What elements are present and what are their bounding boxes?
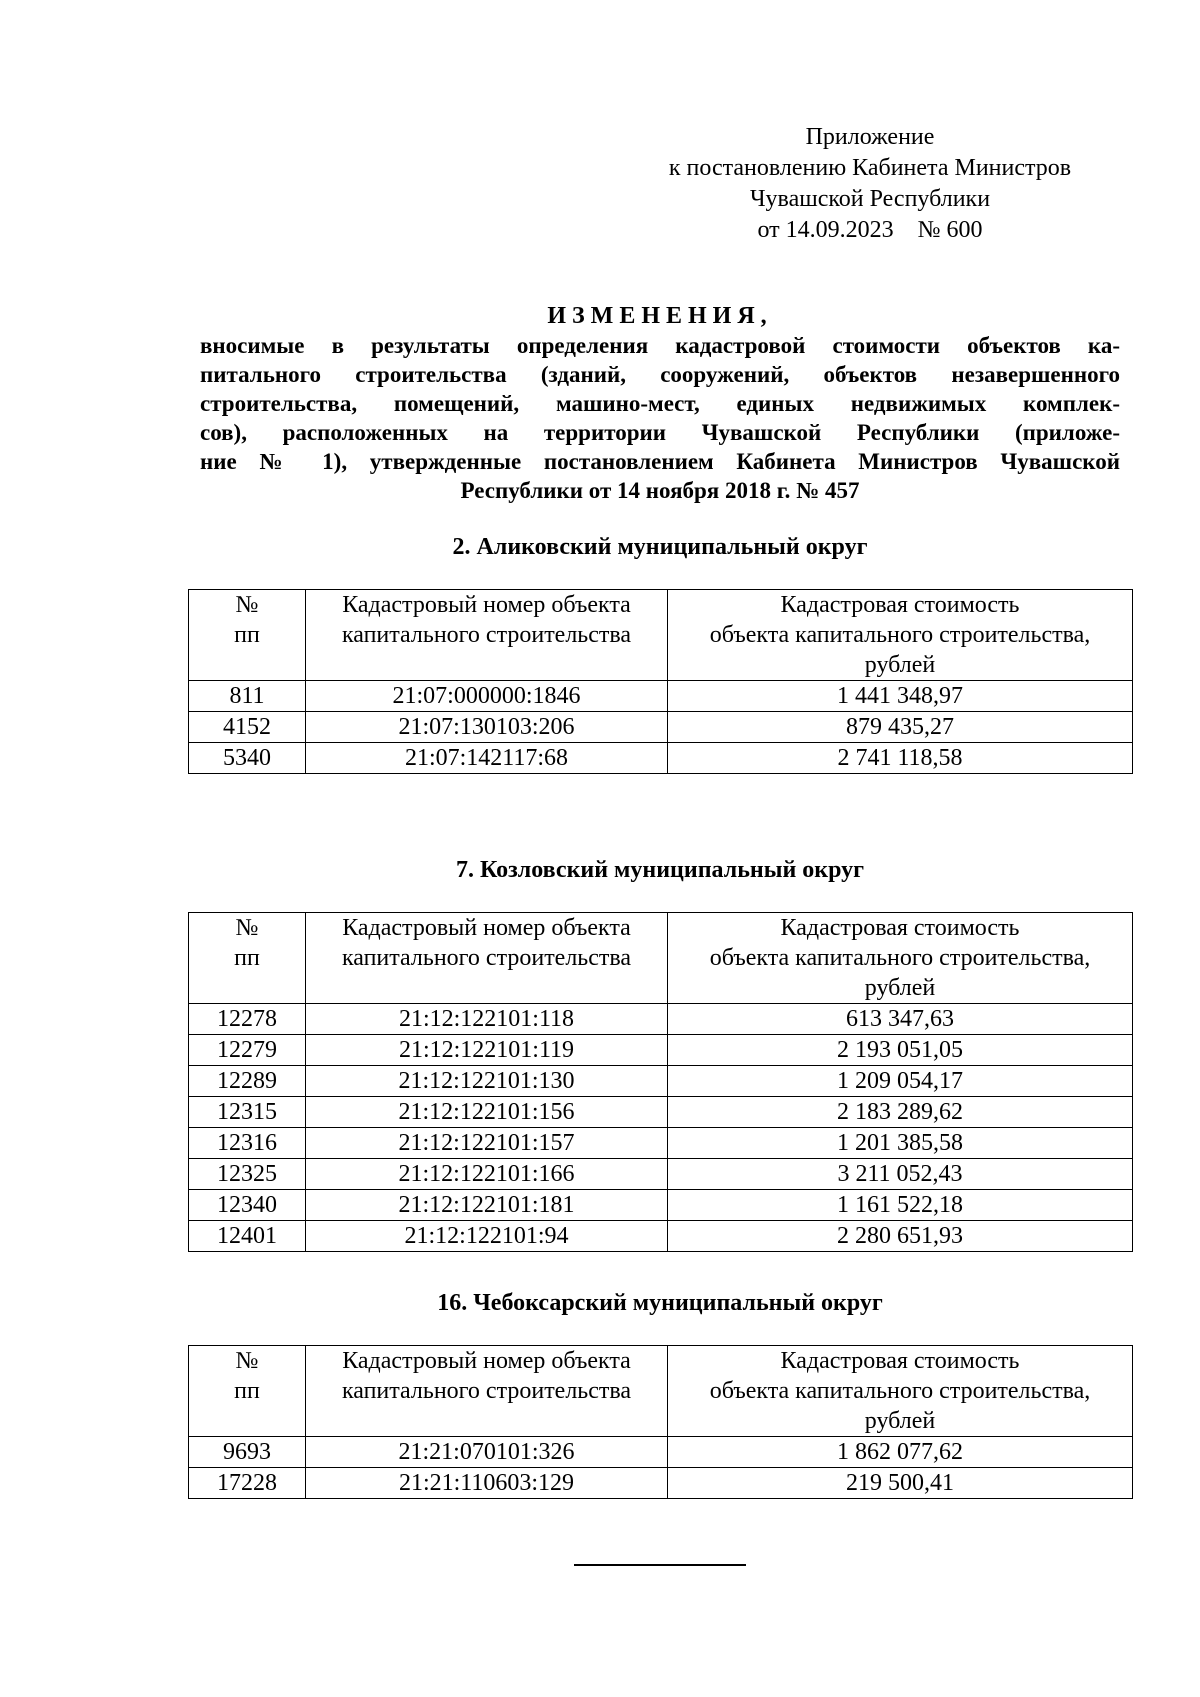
cell-value: 1 161 522,18 [668,1190,1133,1221]
table-header-row [189,590,1133,681]
table-row [189,712,1133,743]
cell-cadastral-number: 21:12:122101:94 [306,1221,668,1252]
table-row [189,1004,1133,1035]
subtitle-line: вносимые в результаты определения кадастровой стоимости объектов ка- [200,333,1120,358]
header-cadastral-value: Кадастровая стоимость объекта капитального строительства, рублей [668,1346,1133,1437]
appendix-date-number: от 14.09.2023 № 600 [757,217,983,243]
cell-cadastral-number: 21:21:070101:326 [306,1437,668,1468]
cell-cadastral-number: 21:12:122101:119 [306,1035,668,1066]
cell-cadastral-number: 21:12:122101:130 [306,1066,668,1097]
header-number: № пп [189,913,306,1004]
cell-value: 2 183 289,62 [668,1097,1133,1128]
table-row [189,1066,1133,1097]
cell-value: 219 500,41 [668,1468,1133,1499]
cell-value: 613 347,63 [668,1004,1133,1035]
appendix-resolution-ref: к постановлению Кабинета Министров [668,155,1072,181]
cell-number: 12340 [189,1190,306,1221]
header-cadastral-value: Кадастровая стоимость объекта капитального строительства, рублей [668,590,1133,681]
subtitle-line: ние № 1), утвержденные постановлением Кабинета Министров Чувашской [200,449,1120,474]
subtitle-line: питального строительства (зданий, сооружений, объектов незавершенного [200,362,1120,387]
table-row [189,1221,1133,1252]
cell-cadastral-number: 21:12:122101:156 [306,1097,668,1128]
cadastral-table [188,912,1133,1252]
cell-number: 17228 [189,1468,306,1499]
end-rule [574,1564,746,1566]
section-heading: 16. Чебоксарский муниципальный округ [437,1290,883,1316]
subtitle-line: Республики от 14 ноября 2018 г. № 457 [460,478,860,503]
cell-number: 12325 [189,1159,306,1190]
cell-number: 9693 [189,1437,306,1468]
header-cadastral-number: Кадастровый номер объекта капитального строительства [306,590,668,681]
cell-cadastral-number: 21:12:122101:181 [306,1190,668,1221]
table-row [189,1128,1133,1159]
appendix-block [620,122,1120,246]
header-cadastral-number: Кадастровый номер объекта капитального строительства [306,913,668,1004]
section-alikovsky [188,531,1132,774]
cell-value: 1 209 054,17 [668,1066,1133,1097]
cell-value: 3 211 052,43 [668,1159,1133,1190]
header-cadastral-value: Кадастровая стоимость объекта капитального строительства, рублей [668,913,1133,1004]
table-row [189,1190,1133,1221]
cell-cadastral-number: 21:12:122101:118 [306,1004,668,1035]
cell-cadastral-number: 21:21:110603:129 [306,1468,668,1499]
table-row [189,1159,1133,1190]
cell-cadastral-number: 21:07:000000:1846 [306,681,668,712]
section-cheboksarsky [188,1287,1132,1499]
cell-value: 2 280 651,93 [668,1221,1133,1252]
header-cadastral-number: Кадастровый номер объекта капитального строительства [306,1346,668,1437]
cell-cadastral-number: 21:07:130103:206 [306,712,668,743]
appendix-label: Приложение [805,124,935,150]
cell-value: 2 741 118,58 [668,743,1133,774]
header-number: № пп [189,590,306,681]
table-header-row [189,1346,1133,1437]
cell-number: 12279 [189,1035,306,1066]
cell-number: 4152 [189,712,306,743]
table-row [189,743,1133,774]
table-row [189,1437,1133,1468]
table-row [189,1468,1133,1499]
cell-number: 12278 [189,1004,306,1035]
cell-number: 5340 [189,743,306,774]
cadastral-table [188,1345,1133,1499]
cell-value: 2 193 051,05 [668,1035,1133,1066]
table-row [189,681,1133,712]
cell-value: 1 201 385,58 [668,1128,1133,1159]
table-row [189,1097,1133,1128]
cell-number: 12401 [189,1221,306,1252]
appendix-republic: Чувашской Республики [749,186,991,212]
subtitle-line: сов), расположенных на территории Чувашской Республики (приложе- [200,420,1120,445]
cell-cadastral-number: 21:12:122101:157 [306,1128,668,1159]
section-heading: 2. Аликовский муниципальный округ [452,534,868,560]
table-header-row [189,913,1133,1004]
cell-cadastral-number: 21:07:142117:68 [306,743,668,774]
subtitle-line: строительства, помещений, машино-мест, единых недвижимых комплек- [200,391,1120,416]
cell-number: 12315 [189,1097,306,1128]
document-subtitle [200,331,1120,505]
cell-value: 879 435,27 [668,712,1133,743]
cell-number: 12316 [189,1128,306,1159]
cell-number: 811 [189,681,306,712]
section-kozlovsky [188,854,1132,1252]
cell-value: 1 862 077,62 [668,1437,1133,1468]
document-title: ИЗМЕНЕНИЯ, [547,303,773,329]
header-number: № пп [189,1346,306,1437]
cell-number: 12289 [189,1066,306,1097]
cell-cadastral-number: 21:12:122101:166 [306,1159,668,1190]
section-heading: 7. Козловский муниципальный округ [455,857,865,883]
table-row [189,1035,1133,1066]
cadastral-table [188,589,1133,774]
cell-value: 1 441 348,97 [668,681,1133,712]
